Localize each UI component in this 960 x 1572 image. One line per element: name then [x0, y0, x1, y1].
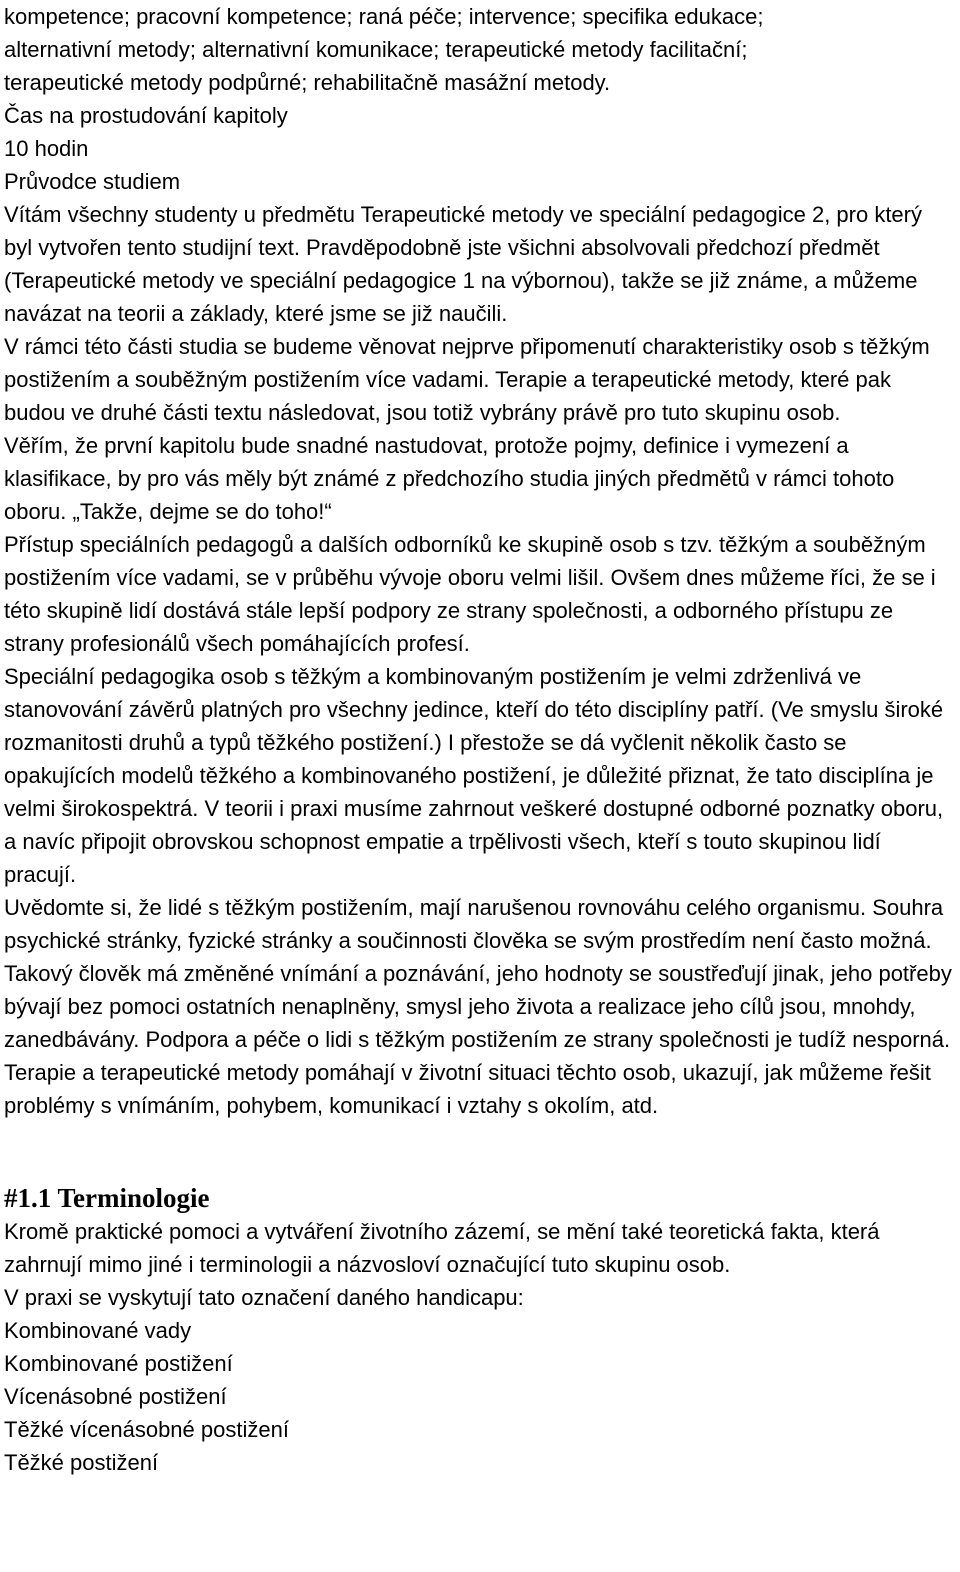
paragraph: Terapie a terapeutické metody pomáhají v životní situaci těchto osob, ukazují, jak můžeme řešit problémy s vnímáním, pohybem, komunikací i vztahy s okolím, atd. — [4, 1060, 931, 1118]
paragraph: Věřím, že první kapitolu bude snadné nastudovat, protože pojmy, definice i vymezení a klasifikace, by pro vás měly být známé z předchozího studia jiných předmětů v rámci tohoto oboru. „Takže, dejme se do toho!“ — [4, 433, 895, 524]
paragraph: Uvědomte si, že lidé s těžkým postižením, mají narušenou rovnováhu celého organismu. Souhra psychické stránky, fyzické stránky a součinnosti člověka se svým prostředím není často možná. Takový člověk má změněné vnímání a poznávání, jeho hodnoty se soustřeďují jinak, jeho potřeby bývají bez pomoci ostatních nenaplněny, smysl jeho života a realizace jeho cílů jsou, mnohdy, zanedbávány. Podpora a péče o lidi s těžkým postižením ze strany společnosti je tudíž nesporná. — [4, 895, 952, 1052]
list-item: Kombinované vady — [4, 1318, 192, 1343]
intro-keywords — [4, 0, 956, 99]
list-item: Těžké postižení — [4, 1450, 159, 1475]
intro-line: kompetence; pracovní kompetence; raná péče; intervence; specifika edukace; — [4, 4, 764, 29]
intro-line: terapeutické metody podpůrné; rehabilitačně masážní metody. — [4, 70, 611, 95]
time-label: Čas na prostudování kapitoly — [4, 103, 288, 128]
list-item: Těžké vícenásobné postižení — [4, 1417, 289, 1442]
section-paragraph: Kromě praktické pomoci a vytváření životního zázemí, se mění také teoretická fakta, která zahrnují mimo jiné i terminologii a názvosloví označující tuto skupinu osob. — [4, 1219, 880, 1277]
paragraph: Vítám všechny studenty u předmětu Terapeutické metody ve speciální pedagogice 2, pro který byl vytvořen tento studijní text. Pravděpodobně jste všichni absolvovali předchozí předmět (Terapeutické metody ve speciální pedagogice 1 na výbornou), takže se již známe, a můžeme navázat na teorii a základy, které jsme se již naučili. — [4, 202, 922, 326]
guide-label: Průvodce studiem — [4, 169, 181, 194]
section-heading: #1.1 Terminologie — [4, 1183, 210, 1213]
time-value: 10 hodin — [4, 136, 89, 161]
list-item: Kombinované postižení — [4, 1351, 233, 1376]
list-item: Vícenásobné postižení — [4, 1384, 227, 1409]
paragraph: V rámci této části studia se budeme věnovat nejprve připomenutí charakteristiky osob s těžkým postižením a souběžným postižením více vadami. Terapie a terapeutické metody, které pak budou ve druhé části textu následovat, jsou totiž vybrány právě pro tuto skupinu osob. — [4, 334, 930, 425]
list-intro: V praxi se vyskytují tato označení daného handicapu: — [4, 1285, 524, 1310]
paragraph: Speciální pedagogika osob s těžkým a kombinovaným postižením je velmi zdrženlivá ve stanovování závěrů platných pro všechny jedince, kteří do této disciplíny patří. (Ve smyslu široké rozmanitosti druhů a typů těžkého postižení.) I přestože se dá vyčlenit několik často se opakujících modelů těžkého a kombinovaného postižení, je důležité přiznat, že tato disciplína je velmi širokospektrá. V teorii i praxi musíme zahrnout veškeré dostupné odborné poznatky oboru, a navíc připojit obrovskou schopnost empatie a trpělivosti všech, kteří s touto skupinou lidí pracují. — [4, 664, 944, 887]
intro-line: alternativní metody; alternativní komunikace; terapeutické metody facilitační; — [4, 37, 748, 62]
paragraph: Přístup speciálních pedagogů a dalších odborníků ke skupině osob s tzv. těžkým a souběžným postižením více vadami, se v průběhu vývoje oboru velmi lišil. Ovšem dnes můžeme říci, že se i této skupině lidí dostává stále lepší podpory ze strany společnosti, a odborného přístupu ze strany profesionálů všech pomáhajících profesí. — [4, 532, 936, 656]
terms-list — [4, 1314, 956, 1479]
